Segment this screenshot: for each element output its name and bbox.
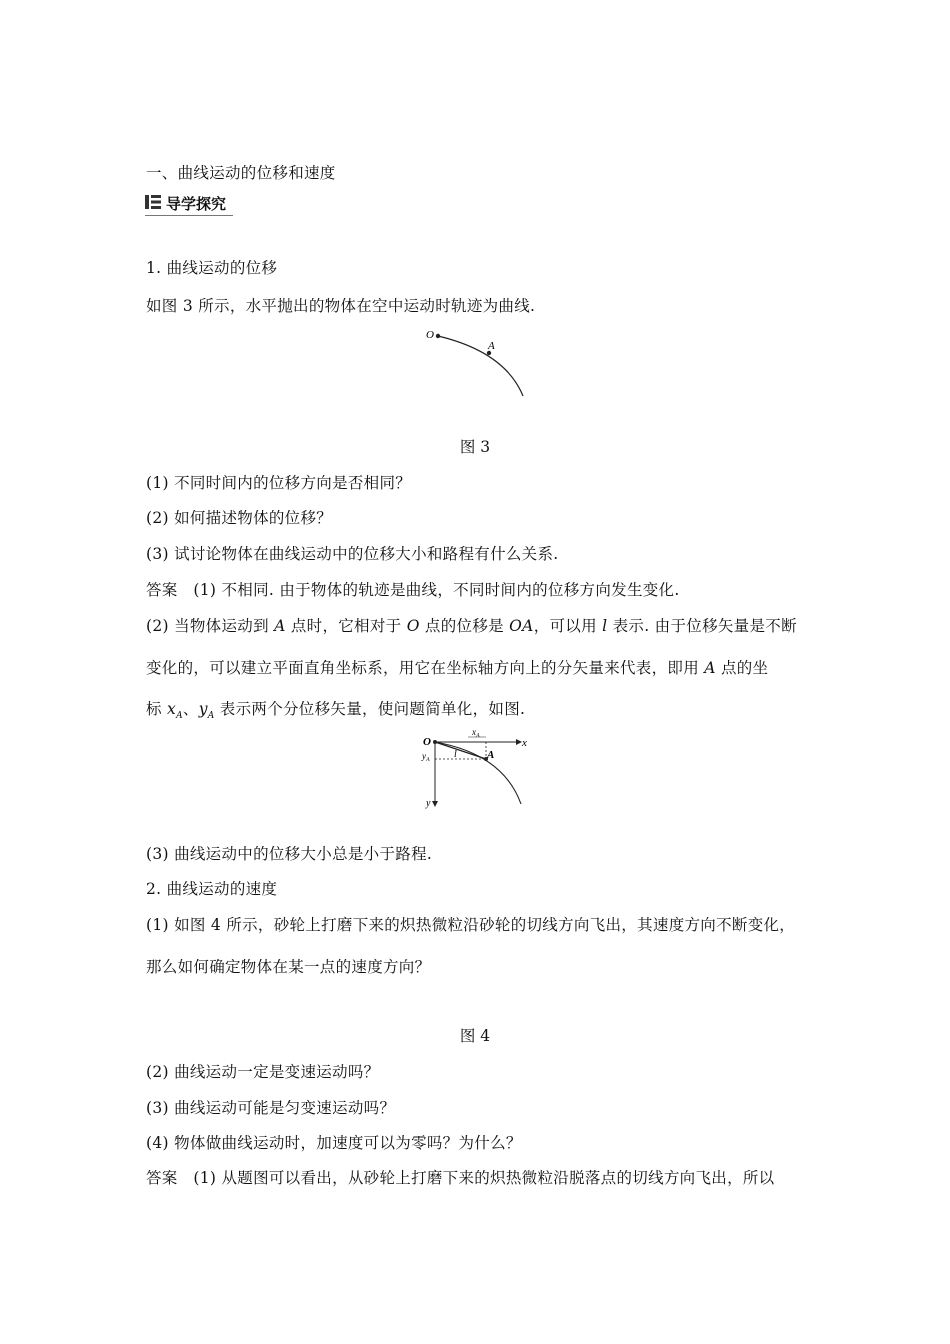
item2-question2: (2) 曲线运动一定是变速运动吗？ <box>146 1063 380 1081</box>
label-a: A <box>488 340 495 352</box>
point-o <box>433 740 437 744</box>
displacement-l <box>435 742 486 759</box>
guide-label: 导学探究 <box>166 195 227 213</box>
label-o: O <box>426 329 434 341</box>
figure-3-caption: 图 3 <box>459 438 491 456</box>
figure-3 <box>420 322 540 404</box>
trajectory-curve <box>438 336 523 396</box>
item1-title: 1. 曲线运动的位移 <box>146 259 278 277</box>
item2-answer: 答案 (1) 从题图可以看出，从砂轮上打磨下来的炽热微粒沿脱落点的切线方向飞出，所以 <box>146 1169 775 1187</box>
item1-intro: 如图 3 所示，水平抛出的物体在空中运动时轨迹为曲线. <box>146 297 536 315</box>
question-3: (3) 试讨论物体在曲线运动中的位移大小和路程有什么关系. <box>146 545 559 563</box>
item2-question1-line1: (1) 如图 4 所示，砂轮上打磨下来的炽热微粒沿砂轮的切线方向飞出，其速度方向不断变化， <box>146 916 796 934</box>
list-icon <box>145 194 161 210</box>
item2-title: 2. 曲线运动的速度 <box>146 880 278 898</box>
label-o: O <box>423 736 431 748</box>
item2-question4: (4) 物体做曲线运动时，加速度可以为零吗？为什么？ <box>146 1134 522 1152</box>
guide-heading <box>145 193 233 216</box>
point-o <box>436 334 440 338</box>
answer-2-line1: (2) 当物体运动到 A 点时，它相对于 O 点的位移是 OA，可以用 l 表示. 由于位移矢量是不断 <box>146 617 797 635</box>
label-ya: $y_A$ <box>422 751 430 763</box>
figure-4-caption: 图 4 <box>459 1027 491 1045</box>
answer-3: (3) 曲线运动中的位移大小总是小于路程. <box>146 845 433 863</box>
answer-1: 答案 (1) 不相同. 由于物体的轨迹是曲线，不同时间内的位移方向发生变化. <box>146 581 680 599</box>
item2-question1-line2: 那么如何确定物体在某一点的速度方向？ <box>146 958 431 976</box>
label-x: x <box>522 737 527 749</box>
question-1: (1) 不同时间内的位移方向是否相同？ <box>146 474 412 492</box>
label-a: A <box>487 749 495 761</box>
label-y: y <box>426 798 431 809</box>
answer-2-line3: 标 $x_A$、$y_A$ 表示两个分位移矢量，使问题简单化，如图. <box>146 700 526 722</box>
section-title: 一、曲线运动的位移和速度 <box>146 164 336 182</box>
coordinate-figure <box>418 728 538 812</box>
answer-2-line2: 变化的，可以建立平面直角坐标系，用它在坐标轴方向上的分矢量来代表，即用 A 点的坐 <box>146 659 769 677</box>
label-xa: $x_A$ <box>472 728 480 739</box>
question-2: (2) 如何描述物体的位移？ <box>146 509 333 527</box>
item2-question3: (3) 曲线运动可能是匀变速运动吗？ <box>146 1099 396 1117</box>
trajectory-curve <box>435 742 521 804</box>
label-l: l <box>454 749 457 760</box>
